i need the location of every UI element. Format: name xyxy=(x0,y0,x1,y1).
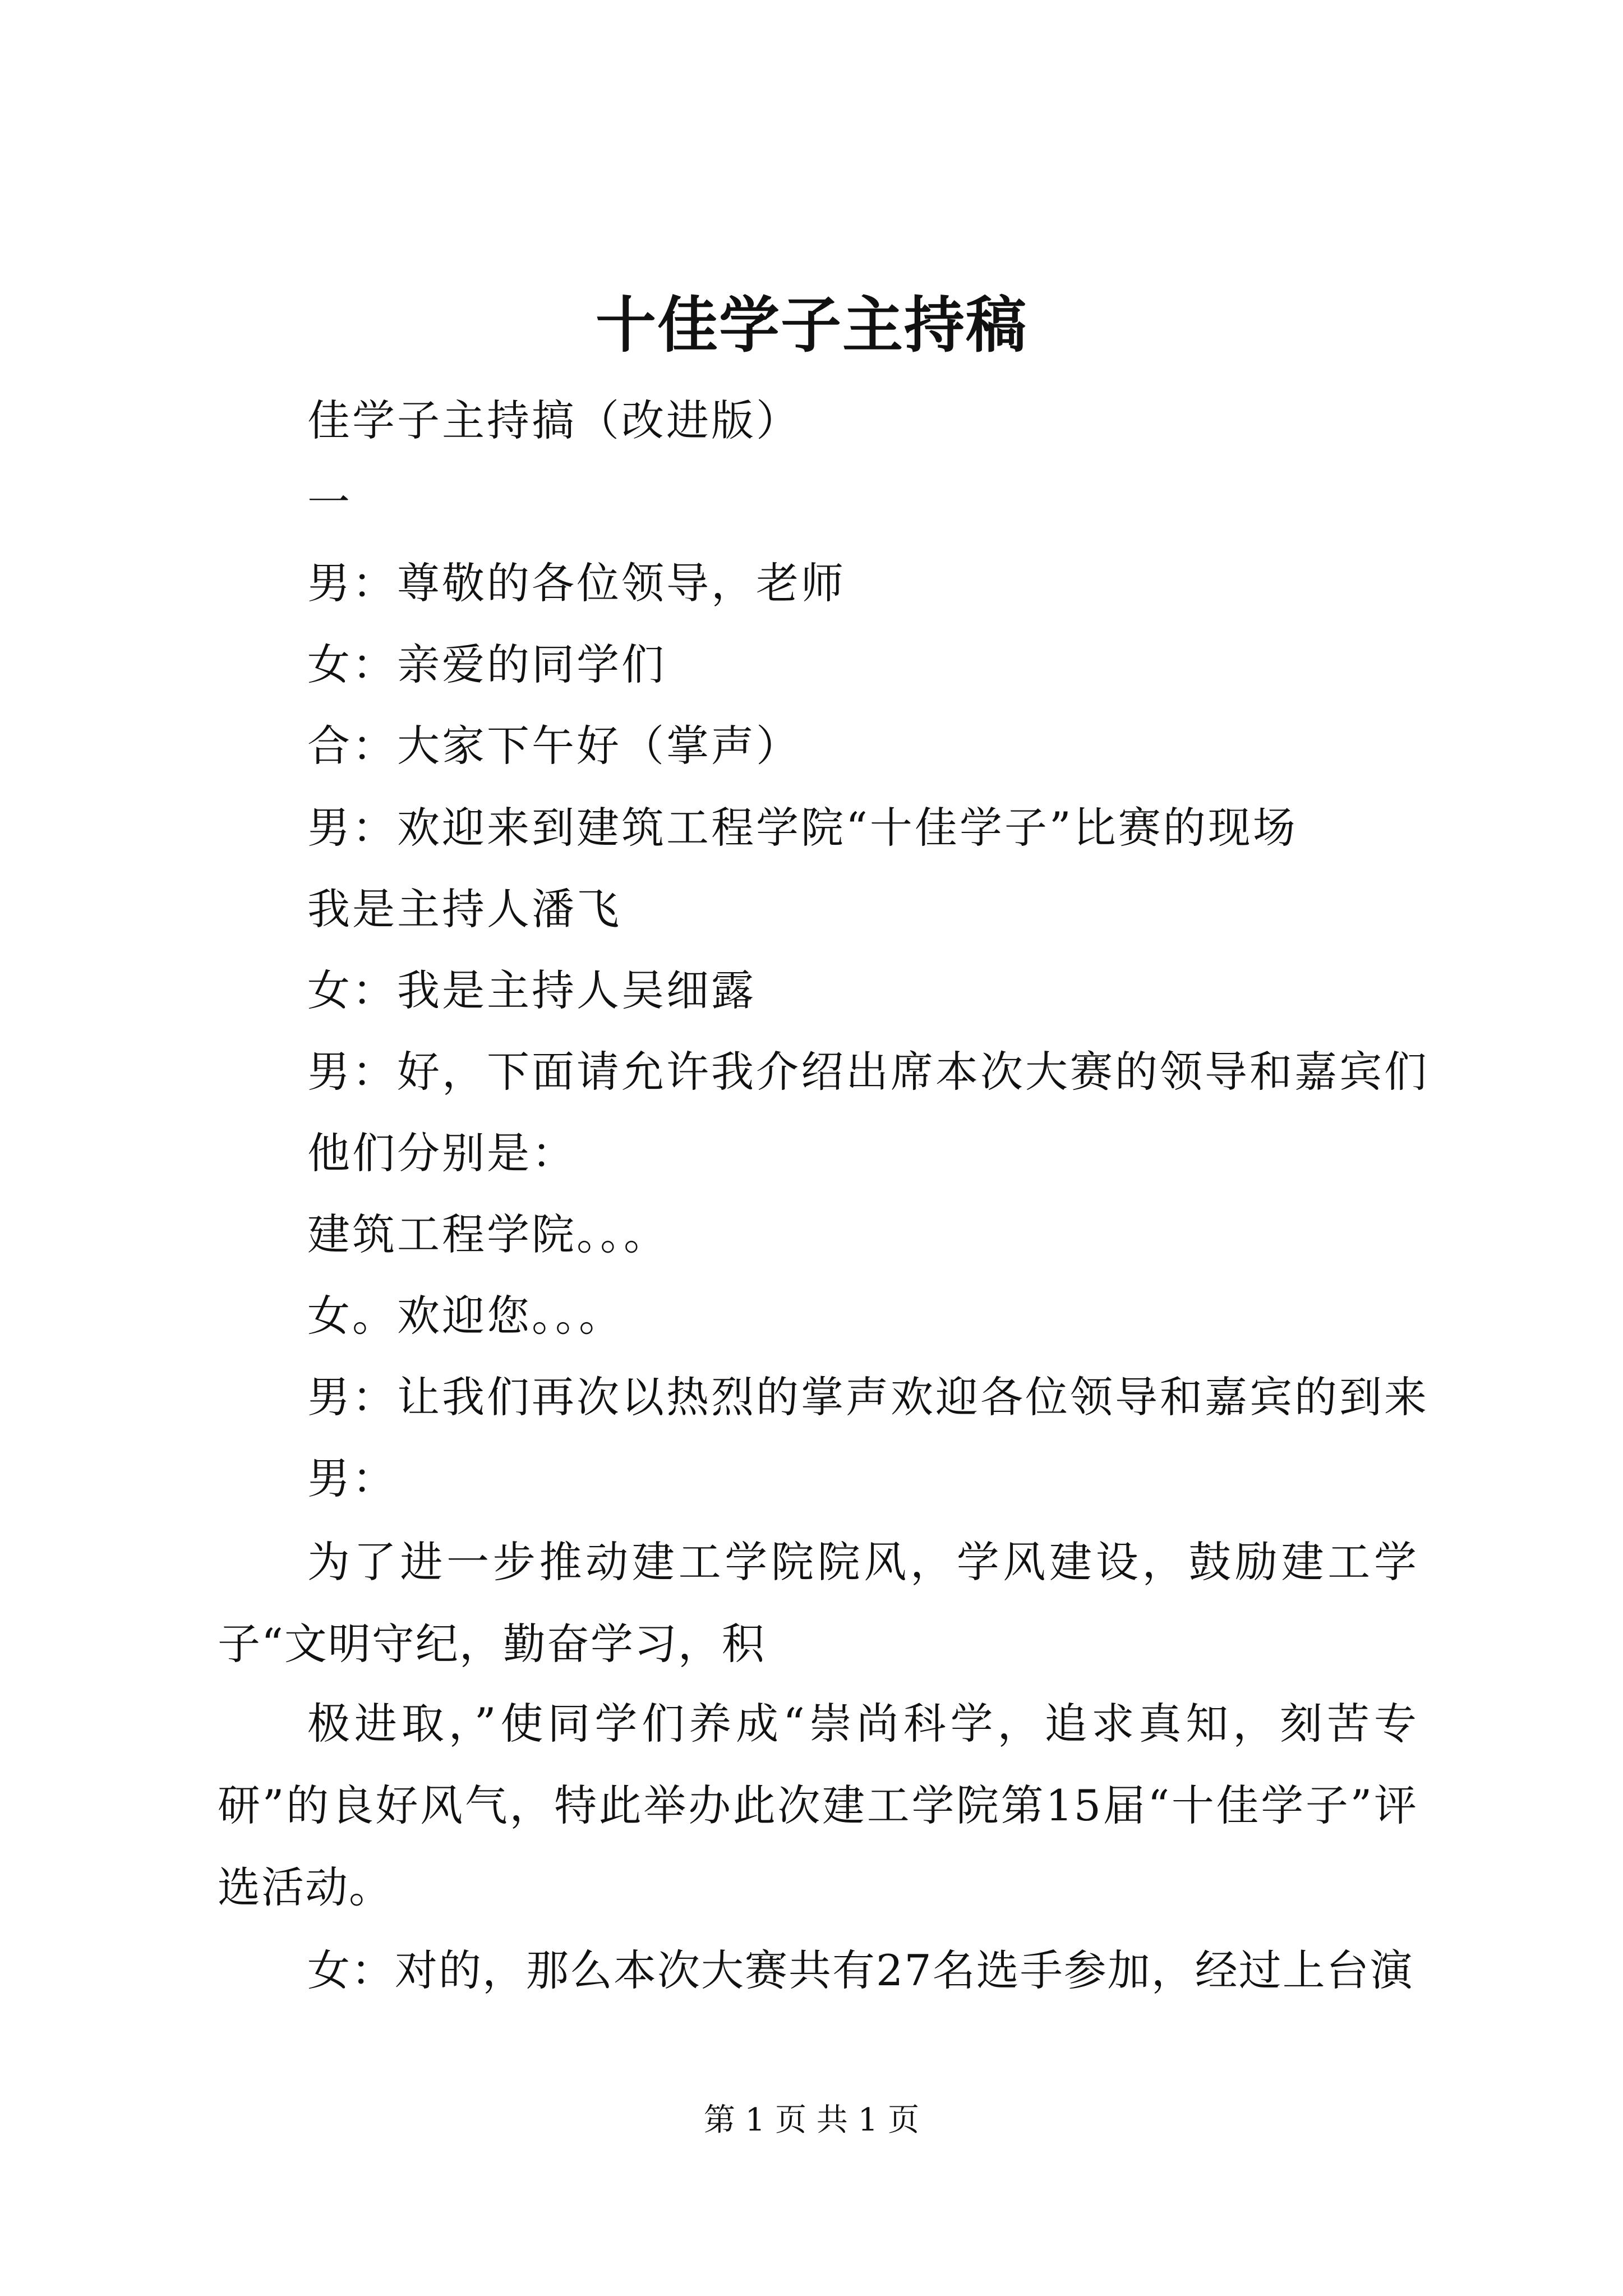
text-line: 男： xyxy=(307,1453,397,1503)
body-paragraph: 为了进一步推动建工学院院风，学风建设，鼓励建工学子“文明守纪，勤奋学习，积 xyxy=(218,1537,1418,1669)
text-line: 他们分别是： xyxy=(307,1128,577,1178)
text-line: 男：让我们再次以热烈的掌声欢迎各位领导和嘉宾的到来 xyxy=(307,1372,1429,1422)
text-line: 女：亲爱的同学们 xyxy=(307,639,666,689)
text-line: 一 xyxy=(307,477,352,527)
text-line: 男：欢迎来到建筑工程学院“十佳学子”比赛的现场 xyxy=(307,803,1298,853)
text-line: 女：我是主持人吴细露 xyxy=(307,965,756,1015)
text-line: 合：大家下午好（掌声） xyxy=(307,721,801,771)
body-paragraph: 女：对的，那么本次大赛共有27名选手参加，经过上台演 xyxy=(307,1945,1414,1995)
text-line: 女。欢迎您。。。 xyxy=(307,1291,624,1341)
document-title: 十佳学子主持稿 xyxy=(595,290,1027,361)
body-paragraph: 极进取，”使同学们养成“崇尚科学，追求真知，刻苦专研”的良好风气，特此举办此次建工学院第15届“十佳学子”评选活动。 xyxy=(218,1699,1418,1912)
text-line: 男：好，下面请允许我介绍出席本次大赛的领导和嘉宾们 xyxy=(307,1047,1429,1097)
text-line: 建筑工程学院。。。 xyxy=(307,1209,668,1259)
text-line: 我是主持人潘飞 xyxy=(307,884,621,934)
text-line: 男：尊敬的各位领导，老师 xyxy=(307,558,846,608)
page-footer: 第 1 页 共 1 页 xyxy=(703,2102,920,2138)
text-line: 佳学子主持搞（改进版） xyxy=(307,395,801,445)
